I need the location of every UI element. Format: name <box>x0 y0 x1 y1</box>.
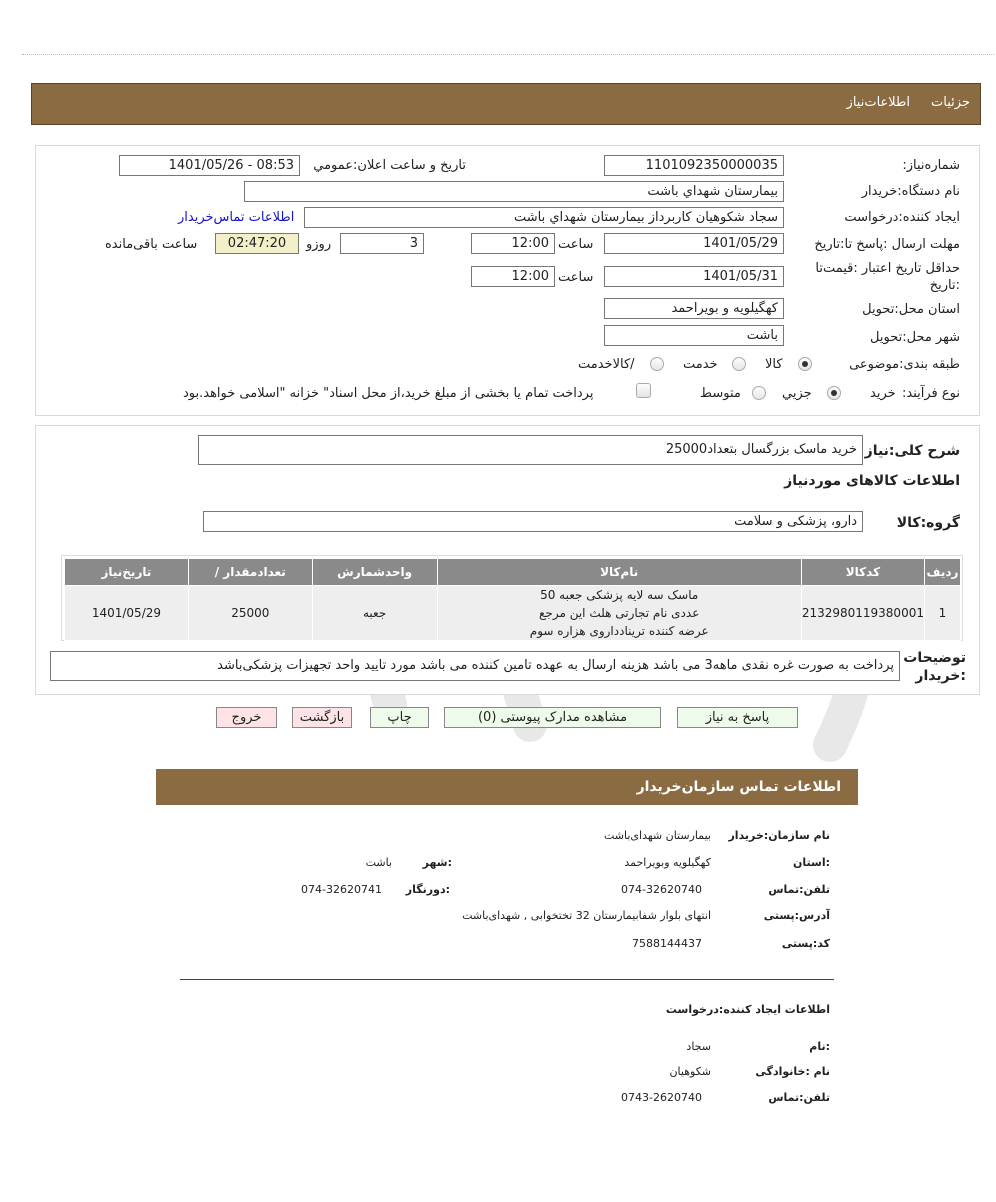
province-field[interactable]: کهگیلویه و بویراحمد <box>604 298 784 319</box>
deadline-time-label: ساعت <box>558 237 594 252</box>
contact-address-value: انتهای بلوار شفابیمارستان 32 تختخوابی , شهدای‌باشت <box>462 909 711 922</box>
contact-divider <box>180 979 834 980</box>
org-name-value: بیمارستان شهدای‌باشت <box>603 829 711 842</box>
creator-phone-value: 0743-2620740 <box>621 1091 702 1104</box>
buyer-notes-label-2: :خریدار <box>915 668 966 684</box>
reply-button[interactable]: پاسخ به نیاز <box>677 707 798 728</box>
need-number-label: شماره‌نیاز: <box>902 158 960 173</box>
creator-phone-label: تلفن:تماس <box>768 1091 830 1104</box>
category-label: طبقه بندی:موضوعی <box>849 357 960 372</box>
top-dotted-rule <box>22 54 994 55</box>
remaining-time-label: ساعت باقی‌مانده <box>105 237 198 252</box>
category-service-label: خدمت <box>683 357 718 372</box>
col-header-code: کدکالا <box>801 559 924 586</box>
deadline-time-field[interactable]: 12:00 <box>471 233 555 254</box>
creator-info-title: اطلاعات ایجاد کننده:درخواست <box>665 1003 830 1016</box>
col-header-date: تاریخ‌نیاز <box>65 559 189 586</box>
creator-family-value: شکوهیان <box>669 1065 711 1078</box>
col-header-qty: / تعدادمقدار <box>188 559 312 586</box>
validity-date-field[interactable]: 1401/05/31 <box>604 266 784 287</box>
category-service-radio[interactable] <box>732 357 746 371</box>
contact-address-label: آدرس:پستی <box>763 909 830 922</box>
deadline-date-field[interactable]: 1401/05/29 <box>604 233 784 254</box>
goods-info-title: اطلاعات کالاهای مورد‌نیاز <box>784 473 960 489</box>
contact-province-value: کهگیلویه وبویراحمد <box>624 856 711 869</box>
goods-group-field[interactable]: دارو، پزشکی و سلامت <box>203 511 863 532</box>
goods-group-label: گروه:کالا <box>896 515 960 531</box>
attachments-button[interactable]: مشاهده مدارک پیوستی (0) <box>444 707 661 728</box>
contact-postal-value: 7588144437 <box>632 937 702 950</box>
cell-qty: 25000 <box>188 586 312 641</box>
validity-time-label: ساعت <box>558 270 594 285</box>
need-number-field[interactable]: 1101092350000035 <box>604 155 784 176</box>
contact-fax-label: :دورنگار <box>405 883 450 896</box>
cell-name-line1: ماسک سه لایه پزشکی جعبه 50 <box>540 588 699 602</box>
contact-fax-value: 074-32620741 <box>301 883 382 896</box>
validity-label-2: :تاریخ <box>929 278 960 293</box>
process-partial-label: جزيي <box>782 386 812 401</box>
print-button[interactable]: چاپ <box>370 707 429 728</box>
process-medium-radio[interactable] <box>752 386 766 400</box>
items-table-header <box>65 559 961 586</box>
items-table <box>64 558 961 641</box>
remaining-time-field: 02:47:20 <box>215 233 299 254</box>
city-field[interactable]: باشت <box>604 325 784 346</box>
contact-header-title: اطلاعات تماس سازمان‌خریدار <box>636 779 841 795</box>
treasury-payment-note: پرداخت تمام یا بخشی از مبلغ خرید،از محل اسناد" خزانه "اسلامی خواهد.بود <box>183 386 594 401</box>
back-button[interactable]: بازگشت <box>292 707 352 728</box>
cell-name-line2: عددی نام تجارتی هلث این مرجع <box>539 606 700 620</box>
creator-name-label: :نام <box>809 1040 830 1053</box>
cell-name <box>437 586 801 641</box>
table-row[interactable] <box>65 586 961 641</box>
deadline-label: مهلت ارسال :پاسخ تا:تاریخ <box>814 237 960 252</box>
category-goods-label: کالا <box>765 357 783 372</box>
cell-name-line3: عرضه کننده ترینادداروی هزاره سوم <box>529 624 709 638</box>
col-header-row: ردیف <box>924 559 960 586</box>
announce-label: تاریخ و ساعت اعلان:عمومي <box>313 158 466 173</box>
col-header-name: نام‌کالا <box>437 559 801 586</box>
general-desc-label: شرح کلی:نیاز <box>864 443 960 459</box>
days-field[interactable]: 3 <box>340 233 424 254</box>
contact-phone-label: تلفن:تماس <box>768 883 830 896</box>
contact-city-label: :شهر <box>422 856 452 869</box>
process-medium-label: متوسط <box>700 386 741 401</box>
buyer-contact-link[interactable]: اطلاعات تماس‌خریدار <box>178 210 295 225</box>
city-label: شهر محل:تحویل <box>870 330 960 345</box>
buyer-notes-label-1: توضیحات <box>903 650 966 666</box>
announce-datetime-field[interactable]: 1401/05/26 - 08:53 <box>119 155 300 176</box>
contact-province-label: :استان <box>793 856 830 869</box>
days-label: روزو <box>306 237 332 252</box>
category-both-label: /کالاخدمت <box>578 357 635 372</box>
buyer-notes-field[interactable]: پرداخت به صورت غره نقدی ماهه3 می باشد هزینه ارسال به عهده تامین کننده می باشد مورد تایید واحد تجهیزات پزشکی‌باشد <box>50 651 900 681</box>
province-label: استان محل:تحویل <box>862 302 960 317</box>
cell-row: 1 <box>924 586 960 641</box>
buyer-org-label: نام دستگاه:خریدار <box>861 184 960 199</box>
creator-family-label: نام :خانوادگی <box>755 1065 830 1078</box>
validity-label-1: حداقل تاریخ اعتبار :قیمت‌تا <box>815 261 960 276</box>
general-desc-field[interactable]: خريد ماسک بزرگسال بتعداد25000 <box>198 435 863 465</box>
tab-need-info[interactable]: اطلاعات‌نیاز <box>846 95 910 110</box>
org-name-label: نام سازمان:خریدار <box>728 829 830 842</box>
contact-phone-value: 074-32620740 <box>621 883 702 896</box>
category-both-radio[interactable] <box>650 357 664 371</box>
category-goods-radio[interactable] <box>798 357 812 371</box>
process-partial-radio[interactable] <box>827 386 841 400</box>
cell-unit: جعبه <box>312 586 437 641</box>
process-buy-label: خرید <box>870 386 896 401</box>
exit-button[interactable]: خروج <box>216 707 277 728</box>
cell-date: 1401/05/29 <box>65 586 189 641</box>
cell-code: 2132980119380001 <box>801 586 924 641</box>
treasury-payment-checkbox[interactable] <box>636 383 651 398</box>
requester-field[interactable]: سجاد شکوهيان کاربرداز بيمارستان شهداي باشت <box>304 207 784 228</box>
tab-details[interactable]: جزئیات <box>931 95 970 110</box>
col-header-unit: واحدشمارش <box>312 559 437 586</box>
buyer-org-field[interactable]: بيمارستان شهداي باشت <box>244 181 784 202</box>
details-header-bar <box>31 83 981 125</box>
contact-city-value: باشت <box>365 856 392 869</box>
creator-name-value: سجاد <box>686 1040 711 1053</box>
contact-postal-label: کد:پستی <box>781 937 830 950</box>
process-label: نوع فرآیند: <box>902 386 960 401</box>
validity-time-field[interactable]: 12:00 <box>471 266 555 287</box>
requester-label: ایجاد کننده:درخواست <box>844 210 960 225</box>
